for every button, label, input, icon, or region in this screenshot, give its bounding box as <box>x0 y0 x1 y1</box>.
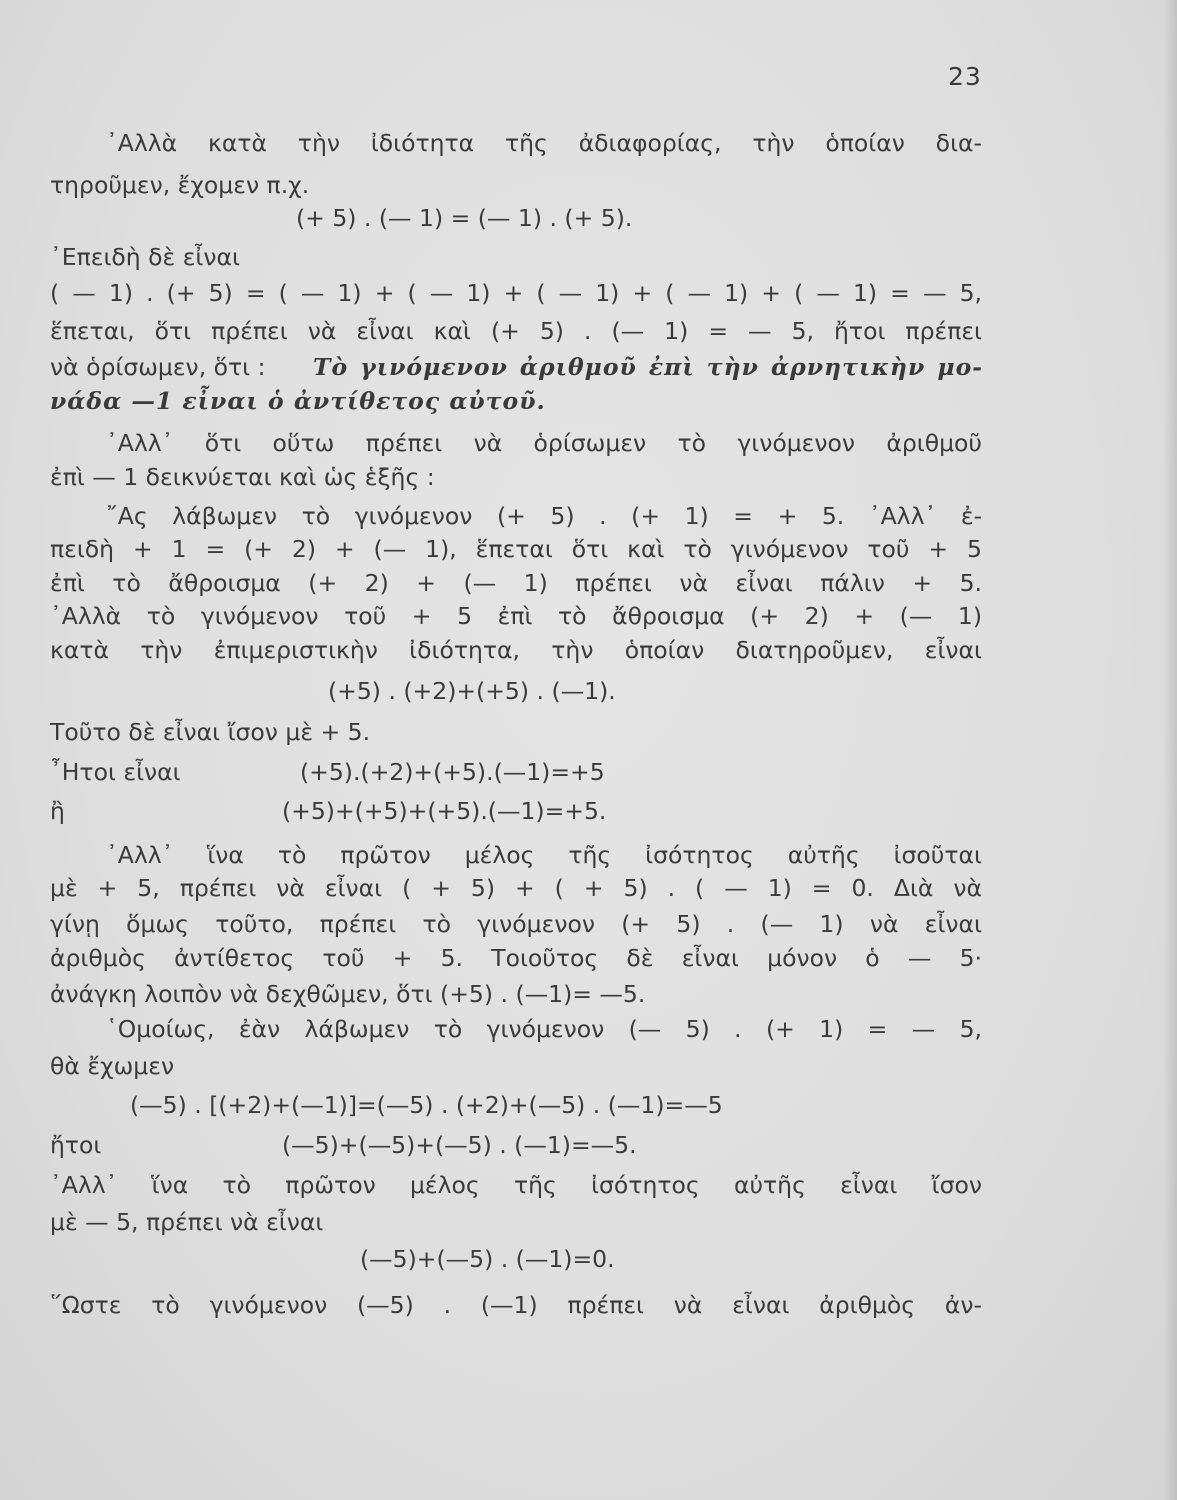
text-line: κατὰ τὴν ἐπιμεριστικὴν ἰδιότητα, τὴν ὁποίαν διατηροῦμεν, εἶναι <box>50 636 982 664</box>
equation: (+5).(+2)+(+5).(—1)=+5 <box>300 758 605 786</box>
text-line: ἢ <box>50 797 65 825</box>
text-line: ᾿Αλλὰ τὸ γινόμενον τοῦ + 5 ἐπὶ τὸ ἄθροισμα (+ 2) + (— 1) <box>50 602 982 630</box>
bold-definition: νάδα —1 εἶναι ὁ ἀντίθετος αὐτοῦ. <box>50 387 546 415</box>
equation: (—5)+(—5)+(—5) . (—1)=—5. <box>282 1131 637 1159</box>
text-line: ᾿Αλλὰ κατὰ τὴν ἰδιότητα τῆς ἀδιαφορίας, τὴν ὁποίαν δια- <box>106 129 982 157</box>
text-line: ᾿Αλλ᾿ ὅτι οὕτω πρέπει νὰ ὁρίσωμεν τὸ γινόμενον ἀριθμοῦ <box>106 429 982 457</box>
equation: (+5)+(+5)+(+5).(—1)=+5. <box>282 797 607 825</box>
text-line: ῾Ομοίως, ἐὰν λάβωμεν τὸ γινόμενον (— 5) . (+ 1) = — 5, <box>106 1015 982 1043</box>
equation: (—5)+(—5) . (—1)=0. <box>360 1245 615 1273</box>
text-line: ῞Ωστε τὸ γινόμενον (—5) . (—1) πρέπει νὰ εἶναι ἀριθμὸς ἀν- <box>50 1291 982 1319</box>
text-line: Τοῦτο δὲ εἶναι ἴσον μὲ + 5. <box>50 718 371 746</box>
equation: (—5) . [(+2)+(—1)]=(—5) . (+2)+(—5) . (—1)=—5 <box>130 1091 723 1119</box>
text-line: ἐπὶ τὸ ἄθροισμα (+ 2) + (— 1) πρέπει νὰ εἶναι πάλιν + 5. <box>50 569 982 597</box>
text-line: ᾿Επειδὴ δὲ εἶναι <box>50 243 240 271</box>
text-line: ἕπεται, ὅτι πρέπει νὰ εἶναι καὶ (+ 5) . (— 1) = — 5, ἤτοι πρέπει <box>50 317 982 345</box>
text-line: ἀνάγκη λοιπὸν νὰ δεχθῶμεν, ὅτι (+5) . (—1)= —5. <box>50 980 646 1008</box>
bold-definition: Τὸ γινόμενον ἀριθμοῦ ἐπὶ τὴν ἀρνητικὴν μο- <box>313 353 983 381</box>
text-line: μὲ + 5, πρέπει νὰ εἶναι ( + 5) + ( + 5) . ( — 1) = 0. Διὰ νὰ <box>50 874 982 902</box>
equation-line: ( — 1) . (+ 5) = ( — 1) + ( — 1) + ( — 1) + ( — 1) + ( — 1) = — 5, <box>50 279 982 307</box>
equation: (+ 5) . (— 1) = (— 1) . (+ 5). <box>296 204 633 232</box>
text-line: ῏Ητοι εἶναι <box>50 758 181 786</box>
text-line: ῎Ας λάβωμεν τὸ γινόμενον (+ 5) . (+ 1) = + 5. ᾿Αλλ᾿ ἐ- <box>106 502 982 530</box>
text-line: τηροῦμεν, ἔχομεν π.χ. <box>50 171 310 199</box>
text-line: ἤτοι <box>50 1131 102 1159</box>
text-line: θὰ ἔχωμεν <box>50 1052 175 1080</box>
text-line: πειδὴ + 1 = (+ 2) + (— 1), ἕπεται ὅτι καὶ τὸ γινόμενον τοῦ + 5 <box>50 535 982 563</box>
page-edge-shadow <box>1163 0 1177 1500</box>
text-line: ᾿Αλλ᾿ ἵνα τὸ πρῶτον μέλος τῆς ἰσότητος αὐτῆς εἶναι ἴσον <box>50 1171 982 1199</box>
text-line: γίνῃ ὅμως τοῦτο, πρέπει τὸ γινόμενον (+ 5) . (— 1) νὰ εἶναι <box>50 910 982 938</box>
text-line: μὲ — 5, πρέπει νὰ εἶναι <box>50 1208 324 1236</box>
text-line: ᾿Αλλ᾿ ἵνα τὸ πρῶτον μέλος τῆς ἰσότητος αὐτῆς ἰσοῦται <box>106 841 982 869</box>
equation: (+5) . (+2)+(+5) . (—1). <box>328 677 616 705</box>
text-line: νὰ ὁρίσωμεν, ὅτι : <box>50 353 266 381</box>
text-line: ἀριθμὸς ἀντίθετος τοῦ + 5. Τοιοῦτος δὲ εἶναι μόνον ὁ — 5· <box>50 944 982 972</box>
text-line: ἐπὶ — 1 δεικνύεται καὶ ὡς ἑξῆς : <box>50 463 435 491</box>
page-number: 23 <box>948 62 982 91</box>
